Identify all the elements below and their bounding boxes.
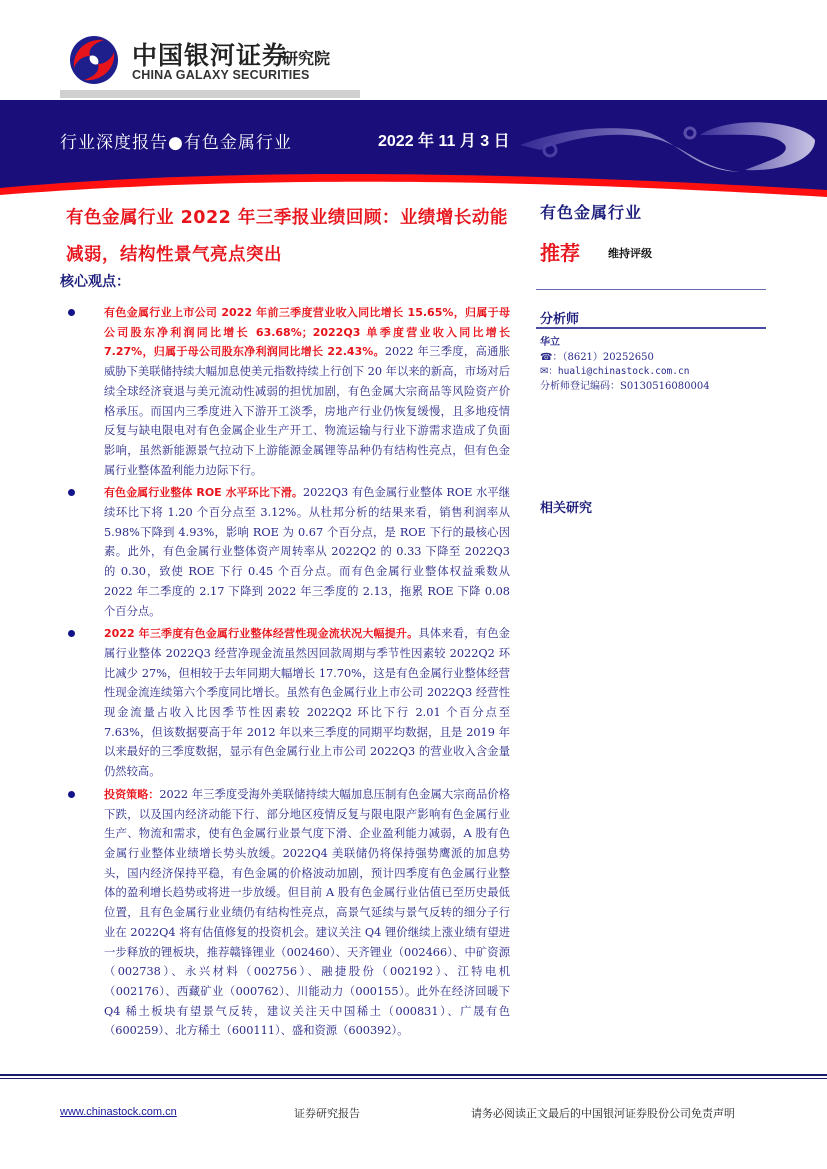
rating-note: 维持评级 [608, 247, 652, 260]
analyst-name: 华立 [540, 337, 560, 348]
analyst-heading: 分析师 [540, 312, 580, 327]
core-views-list [60, 303, 510, 1044]
logo-company-en: CHINA GALAXY SECURITIES [132, 68, 310, 82]
bullet-highlight: 有色金属行业整体 ROE 水平环比下滑。 [104, 486, 303, 500]
company-logo [60, 30, 360, 90]
rating-badge: 推荐 [540, 241, 580, 265]
bullet-highlight: 2022 年三季度有色金属行业整体经营性现金流状况大幅提升。 [104, 627, 419, 641]
analyst-info [540, 336, 710, 394]
footer-report-label: 证券研究报告 [294, 1107, 360, 1120]
divider [536, 327, 766, 329]
analyst-email-row [540, 365, 710, 380]
bullet-text: 2022Q3 有色金属行业整体 ROE 水平继续环比下将 1.20 个百分点至 3.12%。从杜邦分析的结果来看，销售利润率从 5.98%下降到 4.93%，影响 ROE 为 0.67 个百分点，是 ROE 下行的最核心因素。此外，有色金属行业整体资产周转率从 2022Q2 的 0.33 下降至 2022Q3 的 0.30，致使 ROE 下行 0.45 个百分点。而有色金属行业整体权益乘数从 2022 年二季度的 2.17 下降到 2022 年三季度的 2.13，拖累 ROE 下降 0.08 个百分点。 [104, 486, 510, 618]
footer-disclaimer: 请务必阅读正文最后的中国银河证券股份公司免责声明 [471, 1107, 735, 1120]
logo-institute: 研究院 [282, 49, 331, 68]
list-item [60, 483, 510, 621]
related-research-heading: 相关研究 [540, 501, 593, 516]
logo-company-cn: 中国银河证券 [132, 41, 289, 70]
footer-website-link[interactable]: www.chinastock.com.cn [60, 1106, 177, 1118]
bullet-highlight: 投资策略： [104, 787, 160, 801]
bullet-text: 2022 年三季度受海外美联储持续大幅加息压制有色金属大宗商品价格下跌，以及国内经济动能下行、部分地区疫情反复与限电限产影响有色金属行业生产、物流和需求，使有色金属行业景气度下滑、企业盈利能力减弱，A 股有色金属行业整体业绩增长势头放缓。2022Q4 美联储仍将保持强势鹰派的加息势头，国内经济保持平稳，有色金属的价格波动加剧，预计四季度有色金属行业整体的盈利增长趋势或将进一步放缓。但目前 A 股有色金属行业估值已至历史最低位置，且有色金属行业业绩仍有结构性亮点，高景气延续与景气反转的细分子行业在 2022Q4 将有估值修复的投资机会。建议关注 Q4 锂价继续上涨业绩有望进一步释放的锂板块，推荐赣锋锂业（002460）、天齐锂业（002466）、中矿资源（002738）、永兴材料（002756）、融捷股份（002192）、江特电机（002176）、西藏矿业（000762）、川能动力（000155）。此外在经济回暖下 Q4 稀土板块有望景气反转，建议关注天中国稀土（000831）、广晟有色（600259）、北方稀土（600111）、盛和资源（600392）。 [104, 787, 511, 1038]
report-type: 行业深度报告●有色金属行业 [60, 133, 292, 153]
analyst-phone: ：（8621）20252650 [552, 351, 654, 363]
bullet-icon [68, 309, 75, 316]
envelope-icon: ✉ [540, 366, 549, 377]
list-item [60, 624, 510, 782]
sidebar-industry: 有色金属行业 [540, 203, 643, 222]
bullet-highlight: 有色金属行业上市公司 2022 年前三季度营业收入同比增长 15.65%，归属于母公司股东净利润同比增长 63.68%；2022Q3 单季度营业收入同比增长 7.27%，归属于母公司股东净利润同比增长 22.43%。 [104, 306, 510, 359]
phone-icon: ☎ [540, 351, 553, 363]
bullet-text: 具体来看，有色金属行业整体 2022Q3 经营净现金流虽然因回款周期与季节性因素较 2022Q2 环比减少 27%，但相较于去年同期大幅增长 17.70%，这是有色金属行业整体经营性现金流连续第六个季度同比增长。虽然有色金属行业上市公司 2022Q3 经营性现金流量占收入比因季节性因素较 2022Q2 环比下行 2.01 个百分点至 7.63%，但该数据要高于年 2012 年以来三季度的同期平均数据，且是 2019 年以来最好的三季度数据，显示有色金属行业上市公司 2022Q3 的营业收入含金量仍然较高。 [104, 627, 510, 779]
bullet-icon [68, 791, 75, 798]
report-date: 2022 年 11 月 3 日 [378, 133, 510, 150]
bullet-icon [68, 489, 75, 496]
footer-divider [0, 1074, 827, 1076]
footer-divider [0, 1078, 827, 1079]
bullet-text: 2022 年三季度，高通胀威胁下美联储持续大幅加息使美元指数持续上行创下 20 年以来的新高，市场对后续全球经济衰退与美元流动性减弱的担忧加剧，有色金属大宗商品等风险资产价格承压。而国内三季度进入下游开工淡季，房地产行业仍恢复缓慢，且多地疫情反复与缺电限电对有色金属企业生产开工、物流运输与行业下游需求造成了负面影响，虽然新能源景气拉动下上游能源金属锂等品种仍有结构性亮点，但有色金属行业整体盈利能力边际下行。 [104, 345, 510, 477]
divider [536, 289, 766, 290]
list-item [60, 303, 510, 480]
list-item [60, 785, 510, 1041]
bullet-icon [68, 630, 75, 637]
analyst-registration: 分析师登记编码：S0130516080004 [540, 380, 710, 392]
galaxy-logo-icon [68, 34, 120, 86]
logo-underline [60, 90, 360, 98]
analyst-phone-row [540, 351, 710, 366]
report-title: 有色金属行业 2022 年三季报业绩回顾：业绩增长动能减弱，结构性景气亮点突出 [66, 208, 508, 265]
analyst-email[interactable]: ：huali@chinastock.com.cn [548, 366, 690, 377]
core-views-label: 核心观点： [60, 274, 130, 290]
